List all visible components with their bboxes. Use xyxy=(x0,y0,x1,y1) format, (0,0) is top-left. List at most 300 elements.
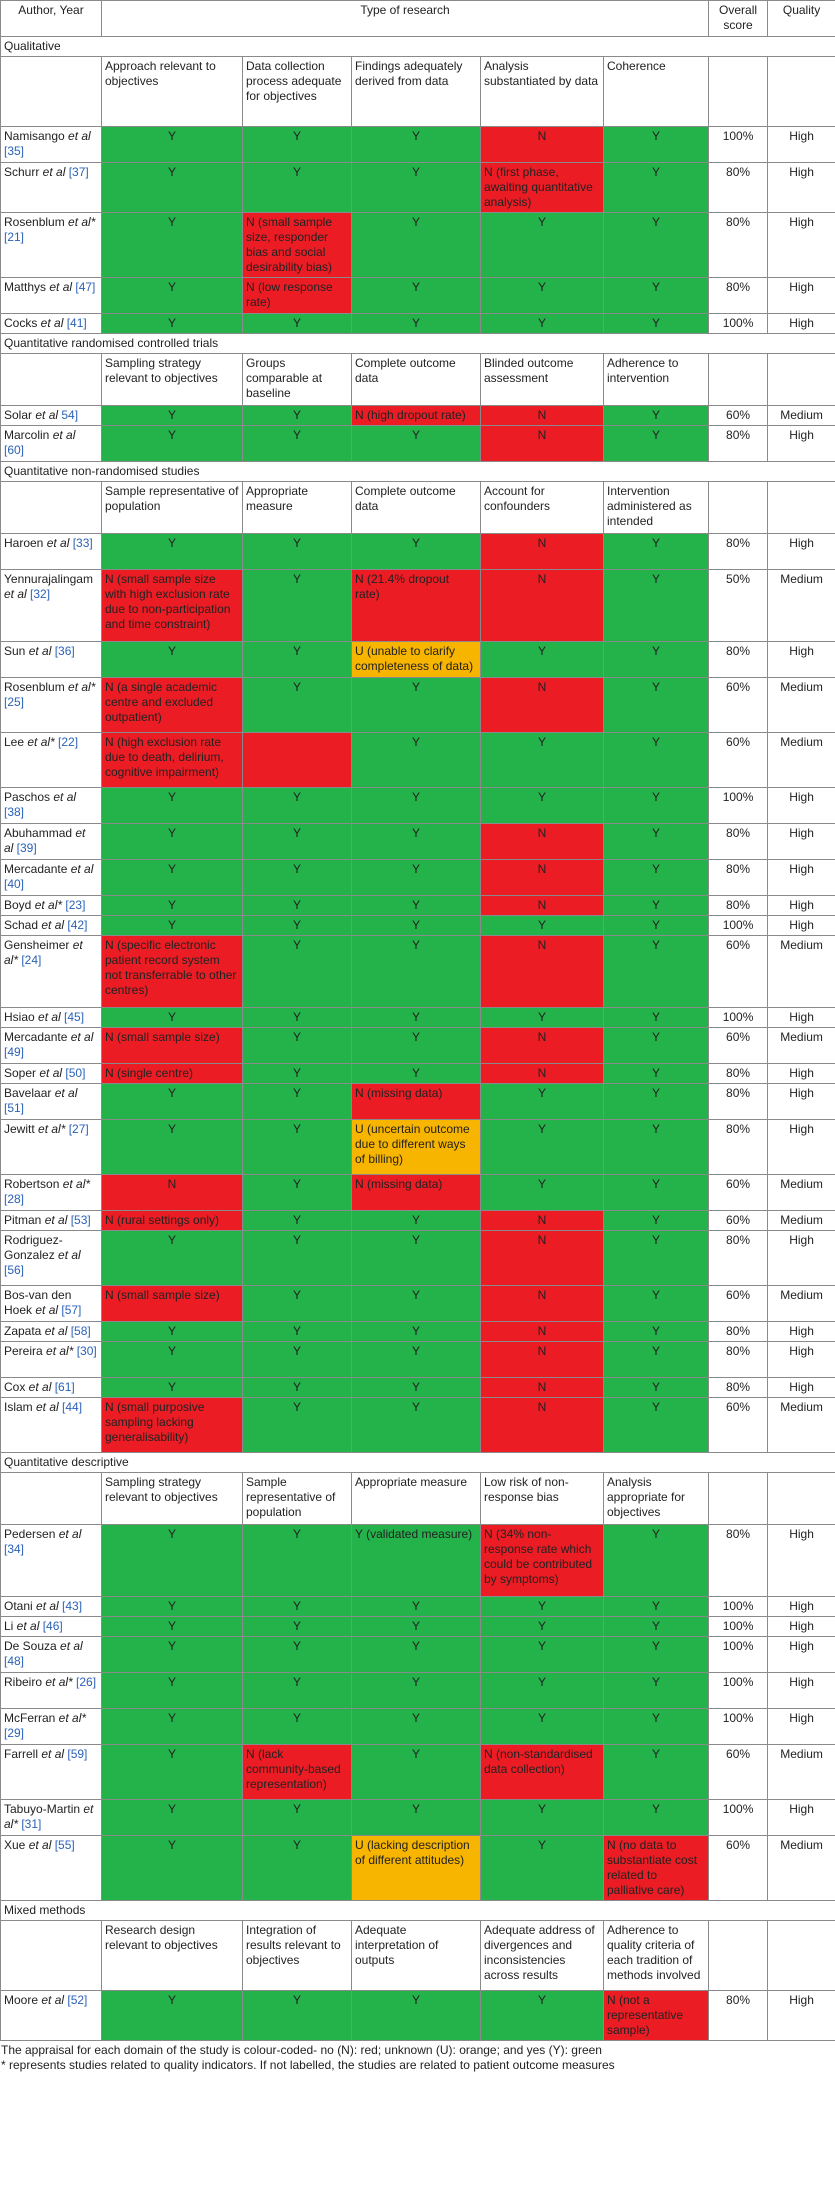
appraisal-cell: Y xyxy=(243,426,352,462)
quality-rating: High xyxy=(768,1673,835,1709)
appraisal-cell: Y xyxy=(481,1597,604,1617)
author-name: Yennurajalingam xyxy=(4,572,93,586)
appraisal-cell: N xyxy=(481,824,604,860)
et-al: et al* xyxy=(55,1711,87,1725)
appraisal-cell: U (unable to clarify completeness of data) xyxy=(352,642,481,678)
overall-score: 60% xyxy=(709,1286,768,1322)
study-row xyxy=(1,1398,835,1453)
quality-rating: High xyxy=(768,1008,835,1028)
study-author xyxy=(1,1342,102,1378)
author-name: Lee xyxy=(4,735,25,749)
criterion-header: Findings adequately derived from data xyxy=(352,57,481,127)
appraisal-cell: Y xyxy=(102,1745,243,1800)
criteria-blank-cell xyxy=(1,1473,102,1525)
study-row xyxy=(1,1617,835,1637)
quality-rating: High xyxy=(768,896,835,916)
criteria-blank-cell xyxy=(709,1921,768,1991)
et-al: et al* xyxy=(59,1177,91,1191)
appraisal-cell: Y xyxy=(352,127,481,163)
overall-score: 80% xyxy=(709,1991,768,2041)
quality-rating: Medium xyxy=(768,406,835,426)
appraisal-cell: Y xyxy=(352,860,481,896)
appraisal-cell: N (a single academic centre and excluded outpatient) xyxy=(102,678,243,733)
et-al: et al xyxy=(54,1248,81,1262)
appraisal-cell: Y xyxy=(604,1084,709,1120)
overall-score: 80% xyxy=(709,1120,768,1175)
criterion-header: Analysis substantiated by data xyxy=(481,57,604,127)
quality-rating: Medium xyxy=(768,1028,835,1064)
criterion-header: Adequate interpretation of outputs xyxy=(352,1921,481,1991)
citation-ref: [25] xyxy=(4,695,25,709)
criteria-blank-cell xyxy=(768,57,835,127)
appraisal-cell: Y xyxy=(604,1064,709,1084)
study-author xyxy=(1,314,102,334)
appraisal-cell: Y xyxy=(604,824,709,860)
citation-ref: [51] xyxy=(4,1101,25,1115)
study-row xyxy=(1,1322,835,1342)
overall-score: 80% xyxy=(709,1378,768,1398)
et-al: et al xyxy=(55,1527,82,1541)
appraisal-cell: Y xyxy=(102,1836,243,1901)
author-name: Rosenblum xyxy=(4,215,65,229)
et-al: et al xyxy=(67,862,94,876)
author-name: De Souza xyxy=(4,1639,57,1653)
quality-rating: High xyxy=(768,278,835,314)
study-author xyxy=(1,1617,102,1637)
author-name: Solar xyxy=(4,408,33,422)
appraisal-cell: Y xyxy=(604,1175,709,1211)
criteria-blank-cell xyxy=(768,1473,835,1525)
appraisal-cell: N (no data to substantiate cost related to palliative care) xyxy=(604,1836,709,1901)
author-name: Farrell xyxy=(4,1747,39,1761)
appraisal-cell: Y xyxy=(243,1673,352,1709)
et-al: et al xyxy=(41,1213,68,1227)
citation-ref: [26] xyxy=(72,1675,97,1689)
overall-score: 60% xyxy=(709,678,768,733)
citation-ref: [27] xyxy=(65,1122,89,1136)
appraisal-cell: Y xyxy=(102,642,243,678)
table-header-row xyxy=(1,1,835,37)
appraisal-cell: Y xyxy=(481,1836,604,1901)
quality-rating: High xyxy=(768,824,835,860)
citation-ref: [36] xyxy=(51,644,75,658)
study-row xyxy=(1,1084,835,1120)
appraisal-cell: Y xyxy=(102,426,243,462)
appraisal-cell: Y xyxy=(481,1175,604,1211)
citation-ref: [44] xyxy=(58,1400,83,1414)
appraisal-cell: N xyxy=(481,896,604,916)
appraisal-cell: Y xyxy=(243,1836,352,1901)
footnote-asterisk: * represents studies related to quality indicators. If not labelled, the studies are related to patient outcome measures xyxy=(1,2058,615,2072)
author-name: Rosenblum xyxy=(4,680,65,694)
et-al: et al xyxy=(46,280,73,294)
appraisal-cell: U (uncertain outcome due to different ways of billing) xyxy=(352,1120,481,1175)
quality-rating: Medium xyxy=(768,936,835,1008)
quality-rating: High xyxy=(768,1064,835,1084)
criterion-header: Account for confounders xyxy=(481,482,604,534)
author-name: Boyd xyxy=(4,898,32,912)
overall-score: 100% xyxy=(709,1800,768,1836)
appraisal-cell: Y xyxy=(352,1745,481,1800)
et-al: et al* xyxy=(24,735,55,749)
author-name: Schad xyxy=(4,918,39,932)
quality-rating: High xyxy=(768,1597,835,1617)
overall-score: 60% xyxy=(709,1398,768,1453)
appraisal-cell: Y xyxy=(102,163,243,213)
appraisal-cell: Y xyxy=(102,1800,243,1836)
criteria-row xyxy=(1,1473,835,1525)
et-al: et al xyxy=(38,1747,65,1761)
appraisal-cell: Y xyxy=(604,916,709,936)
appraisal-cell: Y xyxy=(243,1398,352,1453)
overall-score: 60% xyxy=(709,1836,768,1901)
citation-ref: [40] xyxy=(4,877,25,891)
appraisal-cell: Y xyxy=(604,1525,709,1597)
citation-ref: [30] xyxy=(73,1344,97,1358)
criterion-header: Approach relevant to objectives xyxy=(102,57,243,127)
appraisal-cell: Y xyxy=(352,896,481,916)
author-name: Soper xyxy=(4,1066,37,1080)
quality-rating: Medium xyxy=(768,1745,835,1800)
quality-rating: High xyxy=(768,1525,835,1597)
appraisal-cell: Y xyxy=(604,1231,709,1286)
appraisal-cell: Y xyxy=(352,314,481,334)
study-row xyxy=(1,1836,835,1901)
quality-rating: High xyxy=(768,1991,835,2041)
author-name: Abuhammad xyxy=(4,826,73,840)
appraisal-cell: N (34% non-response rate which could be contributed by symptoms) xyxy=(481,1525,604,1597)
appraisal-cell: Y xyxy=(102,1673,243,1709)
appraisal-cell xyxy=(243,733,352,788)
appraisal-cell: N (non-standardised data collection) xyxy=(481,1745,604,1800)
appraisal-cell: N (low response rate) xyxy=(243,278,352,314)
appraisal-cell: Y xyxy=(102,1342,243,1378)
appraisal-cell: Y xyxy=(352,426,481,462)
et-al: et al xyxy=(25,1838,52,1852)
appraisal-cell: Y xyxy=(604,1673,709,1709)
appraisal-cell: N (21.4% dropout rate) xyxy=(352,570,481,642)
criterion-header: Appropriate measure xyxy=(243,482,352,534)
study-author xyxy=(1,1008,102,1028)
study-author xyxy=(1,824,102,860)
study-row xyxy=(1,1673,835,1709)
citation-ref: [38] xyxy=(4,805,25,819)
appraisal-cell: Y xyxy=(102,1709,243,1745)
appraisal-cell: Y xyxy=(243,314,352,334)
criterion-header: Complete outcome data xyxy=(352,354,481,406)
appraisal-cell: Y xyxy=(604,1398,709,1453)
section-title: Qualitative xyxy=(1,37,835,57)
appraisal-cell: Y xyxy=(604,1211,709,1231)
et-al: et al xyxy=(38,1993,65,2007)
study-row xyxy=(1,1175,835,1211)
study-author xyxy=(1,1709,102,1745)
criteria-blank-cell xyxy=(709,482,768,534)
quality-rating: Medium xyxy=(768,1175,835,1211)
appraisal-cell: Y xyxy=(102,1084,243,1120)
citation-ref: [37] xyxy=(65,165,89,179)
study-author xyxy=(1,1836,102,1901)
citation-ref: [34] xyxy=(4,1542,25,1556)
appraisal-cell: Y xyxy=(352,213,481,278)
criterion-header: Groups comparable at baseline xyxy=(243,354,352,406)
appraisal-cell: Y (validated measure) xyxy=(352,1525,481,1597)
section-title: Quantitative non-randomised studies xyxy=(1,462,835,482)
appraisal-cell: Y xyxy=(604,642,709,678)
overall-score: 100% xyxy=(709,1673,768,1709)
et-al: et al xyxy=(32,408,59,422)
study-row xyxy=(1,678,835,733)
citation-ref: [45] xyxy=(60,1010,85,1024)
overall-score: 60% xyxy=(709,1745,768,1800)
study-row xyxy=(1,1525,835,1597)
author-name: Robertson xyxy=(4,1177,60,1191)
citation-ref: 54] xyxy=(58,408,79,422)
et-al: et al xyxy=(37,316,64,330)
appraisal-cell: Y xyxy=(604,213,709,278)
study-row xyxy=(1,213,835,278)
appraisal-cell: Y xyxy=(352,936,481,1008)
author-header: Author, Year xyxy=(1,1,102,37)
appraisal-cell: Y xyxy=(604,426,709,462)
criterion-header: Intervention administered as intended xyxy=(604,482,709,534)
appraisal-cell: Y xyxy=(604,1617,709,1637)
study-row xyxy=(1,733,835,788)
criteria-blank-cell xyxy=(1,57,102,127)
citation-ref: [43] xyxy=(58,1599,83,1613)
study-row xyxy=(1,1709,835,1745)
author-name: Haroen xyxy=(4,536,44,550)
study-author xyxy=(1,936,102,1008)
appraisal-cell: Y xyxy=(102,213,243,278)
citation-ref: [59] xyxy=(64,1747,88,1761)
author-name: Pereira xyxy=(4,1344,43,1358)
appraisal-cell: N (specific electronic patient record system not transferrable to other centres) xyxy=(102,936,243,1008)
study-row xyxy=(1,1637,835,1673)
author-name: Cocks xyxy=(4,316,38,330)
section-title-row xyxy=(1,1453,835,1473)
quality-rating: High xyxy=(768,1800,835,1836)
appraisal-cell: Y xyxy=(352,1064,481,1084)
quality-rating: Medium xyxy=(768,1286,835,1322)
appraisal-cell: Y xyxy=(352,1342,481,1378)
study-row xyxy=(1,314,835,334)
study-row xyxy=(1,916,835,936)
citation-ref: [33] xyxy=(69,536,93,550)
appraisal-cell: N xyxy=(481,1378,604,1398)
appraisal-cell: N (lack community-based representation) xyxy=(243,1745,352,1800)
appraisal-cell: Y xyxy=(243,1008,352,1028)
appraisal-cell: Y xyxy=(604,1120,709,1175)
study-author xyxy=(1,1231,102,1286)
study-author xyxy=(1,1745,102,1800)
study-author xyxy=(1,1175,102,1211)
study-row xyxy=(1,1378,835,1398)
study-author xyxy=(1,788,102,824)
appraisal-cell: Y xyxy=(604,1028,709,1064)
appraisal-cell: Y xyxy=(352,534,481,570)
study-author xyxy=(1,1378,102,1398)
criterion-header: Sampling strategy relevant to objectives xyxy=(102,354,243,406)
appraisal-cell: N (missing data) xyxy=(352,1084,481,1120)
appraisal-cell: Y xyxy=(243,1322,352,1342)
study-row xyxy=(1,1120,835,1175)
appraisal-cell: Y xyxy=(604,1322,709,1342)
quality-rating: High xyxy=(768,916,835,936)
criterion-header: Data collection process adequate for objectives xyxy=(243,57,352,127)
study-author xyxy=(1,570,102,642)
appraisal-cell: Y xyxy=(604,1597,709,1617)
study-author xyxy=(1,1800,102,1836)
appraisal-cell: Y xyxy=(481,1709,604,1745)
appraisal-cell: Y xyxy=(243,896,352,916)
overall-score: 80% xyxy=(709,1322,768,1342)
appraisal-cell: N xyxy=(481,936,604,1008)
overall-score: 100% xyxy=(709,314,768,334)
appraisal-cell: N xyxy=(481,1322,604,1342)
appraisal-cell: Y xyxy=(604,1342,709,1378)
study-row xyxy=(1,860,835,896)
appraisal-cell: N xyxy=(481,1342,604,1378)
overall-score: 60% xyxy=(709,936,768,1008)
author-name: Marcolin xyxy=(4,428,50,442)
et-al: et al xyxy=(43,536,70,550)
appraisal-cell: Y xyxy=(352,1286,481,1322)
appraisal-cell: N xyxy=(102,1175,243,1211)
citation-ref: [57] xyxy=(58,1303,82,1317)
appraisal-cell: Y xyxy=(352,678,481,733)
overall-score: 50% xyxy=(709,570,768,642)
criterion-header: Complete outcome data xyxy=(352,482,481,534)
author-name: Moore xyxy=(4,1993,39,2007)
appraisal-cell: Y xyxy=(243,1084,352,1120)
citation-ref: [52] xyxy=(64,1993,88,2007)
study-author xyxy=(1,278,102,314)
criterion-header: Low risk of non-response bias xyxy=(481,1473,604,1525)
quality-rating: High xyxy=(768,1378,835,1398)
study-author xyxy=(1,1673,102,1709)
author-name: Zapata xyxy=(4,1324,42,1338)
appraisal-cell: Y xyxy=(243,1286,352,1322)
quality-rating: High xyxy=(768,1637,835,1673)
appraisal-cell: N xyxy=(481,860,604,896)
study-author xyxy=(1,1637,102,1673)
appraisal-cell: Y xyxy=(604,936,709,1008)
overall-score: 80% xyxy=(709,1084,768,1120)
study-row xyxy=(1,278,835,314)
appraisal-cell: Y xyxy=(102,788,243,824)
appraisal-cell: N xyxy=(481,1211,604,1231)
citation-ref: [53] xyxy=(67,1213,91,1227)
author-name: Islam xyxy=(4,1400,33,1414)
study-row xyxy=(1,1064,835,1084)
quality-rating: High xyxy=(768,213,835,278)
author-name: Hsiao xyxy=(4,1010,35,1024)
author-name: Ribeiro xyxy=(4,1675,43,1689)
criterion-header: Research design relevant to objectives xyxy=(102,1921,243,1991)
quality-header: Quality xyxy=(768,1,835,37)
appraisal-cell: Y xyxy=(352,1378,481,1398)
appraisal-cell: Y xyxy=(243,1175,352,1211)
appraisal-cell: N (first phase, awaiting quantitative analysis) xyxy=(481,163,604,213)
et-al: et al xyxy=(38,918,65,932)
study-author xyxy=(1,733,102,788)
et-al: et al xyxy=(32,1599,59,1613)
score-header: Overall score xyxy=(709,1,768,37)
study-author xyxy=(1,1120,102,1175)
appraisal-cell: N (single centre) xyxy=(102,1064,243,1084)
et-al: et al xyxy=(36,1066,63,1080)
appraisal-cell: Y xyxy=(243,1378,352,1398)
et-al: et al* xyxy=(42,1675,73,1689)
study-row xyxy=(1,1991,835,2041)
criterion-header: Appropriate measure xyxy=(352,1473,481,1525)
study-author xyxy=(1,1028,102,1064)
appraisal-cell: Y xyxy=(243,916,352,936)
author-name: Bavelaar xyxy=(4,1086,52,1100)
appraisal-cell: Y xyxy=(243,788,352,824)
appraisal-cell: Y xyxy=(481,1084,604,1120)
appraisal-cell: Y xyxy=(102,1597,243,1617)
citation-ref: [42] xyxy=(64,918,88,932)
appraisal-cell: Y xyxy=(352,163,481,213)
author-name: Pitman xyxy=(4,1213,42,1227)
study-row xyxy=(1,936,835,1008)
author-name: Matthys xyxy=(4,280,47,294)
overall-score: 80% xyxy=(709,278,768,314)
et-al: et al xyxy=(67,1030,94,1044)
appraisal-cell: Y xyxy=(352,1709,481,1745)
appraisal-cell: Y xyxy=(604,1637,709,1673)
criteria-blank-cell xyxy=(768,482,835,534)
et-al: et al* xyxy=(4,938,83,967)
appraisal-cell: Y xyxy=(604,788,709,824)
overall-score: 80% xyxy=(709,1064,768,1084)
section-title-row xyxy=(1,462,835,482)
author-name: Gensheimer xyxy=(4,938,70,952)
quality-rating: High xyxy=(768,534,835,570)
appraisal-cell: Y xyxy=(604,1286,709,1322)
et-al: et al* xyxy=(31,898,63,912)
quality-rating: High xyxy=(768,642,835,678)
citation-ref: [32] xyxy=(26,587,51,601)
et-al: et al xyxy=(4,826,86,855)
footnote-colour-key: The appraisal for each domain of the study is colour-coded- no (N): red; unknown (U): orange; and yes (Y): green xyxy=(1,2043,602,2057)
appraisal-cell: Y xyxy=(243,570,352,642)
author-name: Mercadante xyxy=(4,862,68,876)
appraisal-cell: Y xyxy=(604,1008,709,1028)
appraisal-cell: N (small sample size) xyxy=(102,1286,243,1322)
author-name: Tabuyo-Martin xyxy=(4,1802,81,1816)
appraisal-cell: N (high exclusion rate due to death, delirium, cognitive impairment) xyxy=(102,733,243,788)
quality-rating: High xyxy=(768,314,835,334)
study-row xyxy=(1,1745,835,1800)
study-author xyxy=(1,1991,102,2041)
author-name: Mercadante xyxy=(4,1030,68,1044)
appraisal-cell: Y xyxy=(604,314,709,334)
appraisal-cell: Y xyxy=(481,1673,604,1709)
appraisal-cell: Y xyxy=(481,733,604,788)
appraisal-cell: Y xyxy=(352,1673,481,1709)
appraisal-cell: Y xyxy=(243,936,352,1008)
study-author xyxy=(1,534,102,570)
study-author xyxy=(1,1084,102,1120)
appraisal-cell: N (rural settings only) xyxy=(102,1211,243,1231)
study-row xyxy=(1,1286,835,1322)
appraisal-cell: Y xyxy=(243,534,352,570)
study-row xyxy=(1,534,835,570)
overall-score: 80% xyxy=(709,1231,768,1286)
